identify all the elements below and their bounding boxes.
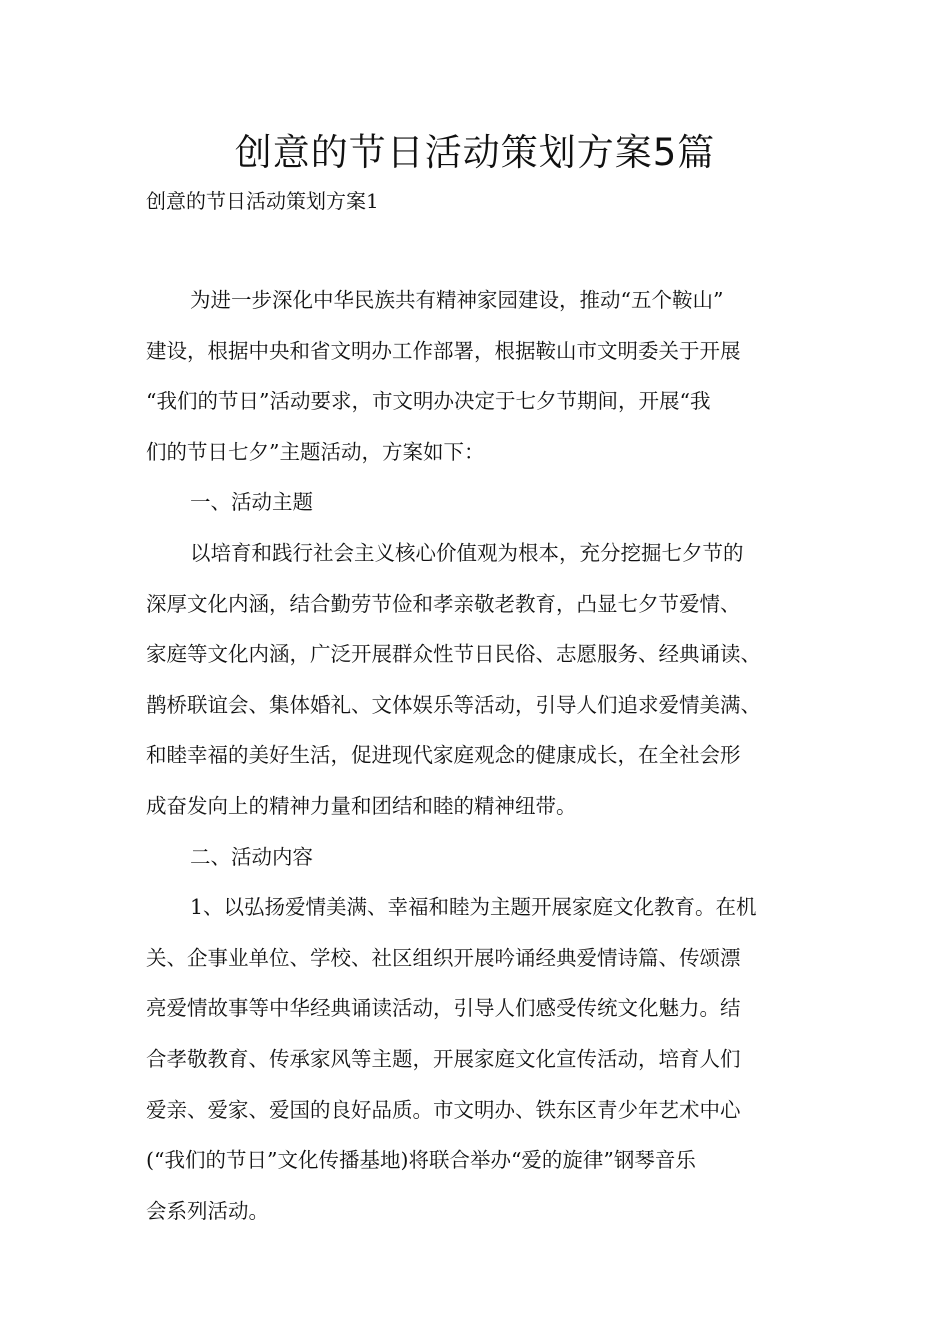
paragraph-content bbox=[146, 889, 836, 1243]
text-line: 建设，根据中央和省文明办工作部署，根据鞍山市文明委关于开展 bbox=[146, 338, 741, 363]
paragraph-theme bbox=[146, 535, 836, 839]
text-line: 以培育和践行社会主义核心价值观为根本，充分挖掘七夕节的 bbox=[190, 540, 744, 565]
text-line: 1、以弘扬爱情美满、幸福和睦为主题开展家庭文化教育。在机 bbox=[190, 895, 757, 920]
text-line: 鹊桥联谊会、集体婚礼、文体娱乐等活动，引导人们追求爱情美满、 bbox=[146, 692, 761, 717]
text-line: (“我们的节日”文化传播基地)将联合举办“爱的旋律”钢琴音乐 bbox=[146, 1148, 696, 1173]
text-line: 合孝敬教育、传承家风等主题，开展家庭文化宣传活动，培育人们 bbox=[146, 1046, 741, 1071]
text-line: 一、活动主题 bbox=[190, 490, 313, 515]
text-line: 和睦幸福的美好生活，促进现代家庭观念的健康成长，在全社会形 bbox=[146, 743, 741, 768]
document-title: 创意的节日活动策划方案5篇 bbox=[234, 131, 716, 174]
text-line: 们的节日七夕”主题活动，方案如下： bbox=[146, 439, 485, 464]
text-line: 关、企事业单位、学校、社区组织开展吟诵经典爱情诗篇、传颂漂 bbox=[146, 945, 741, 970]
paragraph-intro bbox=[146, 282, 836, 484]
document-subtitle: 创意的节日活动策划方案1 bbox=[146, 189, 379, 213]
text-line: 成奋发向上的精神力量和团结和睦的精神纽带。 bbox=[146, 793, 577, 818]
text-line: 二、活动内容 bbox=[190, 844, 313, 869]
text-line: 爱亲、爱家、爱国的良好品质。市文明办、铁东区青少年艺术中心 bbox=[146, 1097, 741, 1122]
text-line: 为进一步深化中华民族共有精神家园建设，推动“五个鞍山” bbox=[190, 288, 724, 312]
text-line: 深厚文化内涵，结合勤劳节俭和孝亲敬老教育，凸显七夕节爱情、 bbox=[146, 591, 741, 616]
document-body bbox=[146, 282, 836, 1243]
text-line: “我们的节日”活动要求，市文明办决定于七夕节期间，开展“我 bbox=[146, 389, 711, 414]
section-heading-theme bbox=[146, 484, 836, 535]
text-line: 亮爱情故事等中华经典诵读活动，引导人们感受传统文化魅力。结 bbox=[146, 996, 741, 1021]
text-line: 家庭等文化内涵，广泛开展群众性节日民俗、志愿服务、经典诵读、 bbox=[146, 642, 761, 667]
section-heading-content bbox=[146, 839, 836, 890]
text-line: 会系列活动。 bbox=[146, 1198, 269, 1223]
